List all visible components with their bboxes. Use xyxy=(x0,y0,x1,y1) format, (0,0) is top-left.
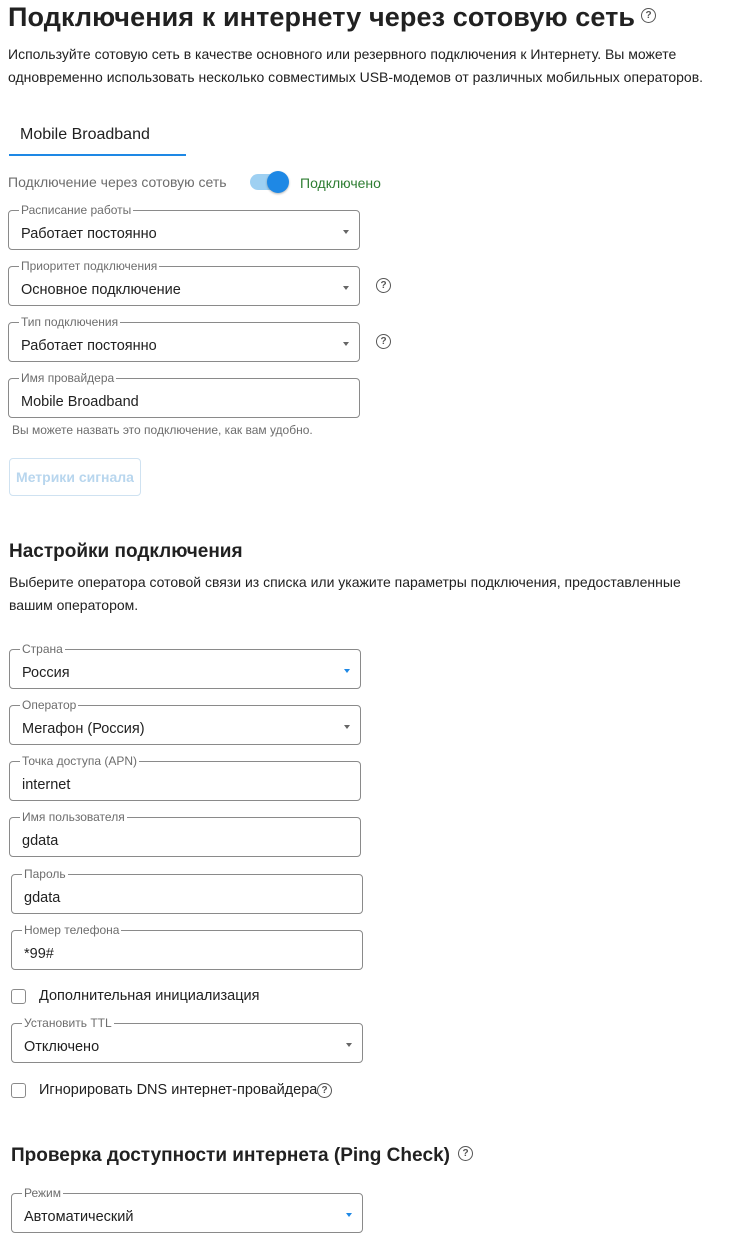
settings-description xyxy=(9,571,724,617)
operator-value: Мегафон (Россия) xyxy=(22,721,145,737)
page-title: Подключения к интернету через сотовую сеть ? xyxy=(8,2,656,33)
country-select[interactable] xyxy=(9,643,361,689)
help-circle-icon[interactable]: ? xyxy=(458,1146,473,1161)
apn-value: internet xyxy=(22,777,71,793)
chevron-down-icon xyxy=(343,342,349,346)
tab-active-indicator xyxy=(9,154,186,156)
country-value: Россия xyxy=(22,665,70,681)
ttl-value: Отключено xyxy=(24,1039,100,1055)
provider-name-label: Имя провайдера xyxy=(21,371,115,385)
operator-select[interactable] xyxy=(9,699,361,745)
connection-type-select[interactable] xyxy=(8,316,360,362)
connection-status: Подключено xyxy=(300,175,381,191)
page-description-line: Используйте сотовую сеть в качестве основного или резервного подключения к Интернету. Вы можете xyxy=(8,46,677,62)
help-circle-icon[interactable]: ? xyxy=(376,278,391,293)
priority-label: Приоритет подключения xyxy=(21,259,158,273)
chevron-down-icon xyxy=(346,1213,352,1217)
ttl-label: Установить TTL xyxy=(24,1016,112,1030)
password-label: Пароль xyxy=(24,867,66,881)
help-circle-icon[interactable]: ? xyxy=(376,334,391,349)
help-circle-icon[interactable]: ? xyxy=(317,1083,332,1098)
provider-name-input[interactable] xyxy=(8,372,360,418)
ping-mode-value: Автоматический xyxy=(24,1209,134,1225)
connection-type-value: Работает постоянно xyxy=(21,338,157,354)
connection-toggle[interactable] xyxy=(250,171,290,193)
ping-check-title xyxy=(11,1145,473,1167)
ttl-select[interactable] xyxy=(11,1017,363,1063)
country-label: Страна xyxy=(22,642,63,656)
username-input[interactable] xyxy=(9,811,361,857)
signal-metrics-button[interactable]: Метрики сигнала xyxy=(9,458,141,496)
settings-section-title: Настройки подключения xyxy=(9,541,243,562)
schedule-label: Расписание работы xyxy=(21,203,132,217)
page-description xyxy=(8,43,728,89)
operator-label: Оператор xyxy=(22,698,77,712)
extra-init-label: Дополнительная инициализация xyxy=(39,988,260,1004)
ping-mode-label: Режим xyxy=(24,1186,61,1200)
apn-input[interactable] xyxy=(9,755,361,801)
chevron-down-icon xyxy=(344,725,350,729)
ping-mode-select[interactable] xyxy=(11,1187,363,1233)
chevron-down-icon xyxy=(343,286,349,290)
page-description-line: одновременно использовать несколько совместимых USB-модемов от различных мобильных операторов. xyxy=(8,69,704,85)
schedule-select[interactable] xyxy=(8,204,360,250)
settings-description-line: Выберите оператора сотовой связи из списка или укажите параметры подключения, предоставленные xyxy=(9,574,681,590)
chevron-down-icon xyxy=(343,230,349,234)
username-value: gdata xyxy=(22,833,59,849)
connection-type-label: Тип подключения xyxy=(21,315,119,329)
phone-number-value: *99# xyxy=(24,946,54,962)
extra-init-checkbox[interactable] xyxy=(11,989,26,1004)
apn-label: Точка доступа (APN) xyxy=(22,754,138,768)
toggle-knob xyxy=(267,171,289,193)
phone-number-label: Номер телефона xyxy=(24,923,120,937)
ping-check-title-text: Проверка доступности интернета (Ping Check) xyxy=(11,1145,450,1166)
ignore-dns-label: Игнорировать DNS интернет-провайдера xyxy=(39,1082,318,1098)
settings-description-line: вашим оператором. xyxy=(9,597,139,613)
provider-name-hint: Вы можете назвать это подключение, как вам удобно. xyxy=(12,423,313,437)
username-label: Имя пользователя xyxy=(22,810,125,824)
connection-toggle-label: Подключение через сотовую сеть xyxy=(8,174,227,190)
provider-name-value: Mobile Broadband xyxy=(21,394,139,410)
tab-mobile-broadband[interactable]: Mobile Broadband xyxy=(20,126,150,143)
schedule-value: Работает постоянно xyxy=(21,226,157,242)
phone-number-input[interactable] xyxy=(11,924,363,970)
chevron-down-icon xyxy=(346,1043,352,1047)
ignore-dns-checkbox[interactable] xyxy=(11,1083,26,1098)
priority-value: Основное подключение xyxy=(21,282,181,298)
password-input[interactable] xyxy=(11,868,363,914)
help-circle-icon[interactable]: ? xyxy=(641,8,656,23)
priority-select[interactable] xyxy=(8,260,360,306)
chevron-down-icon xyxy=(344,669,350,673)
password-value: gdata xyxy=(24,890,61,906)
